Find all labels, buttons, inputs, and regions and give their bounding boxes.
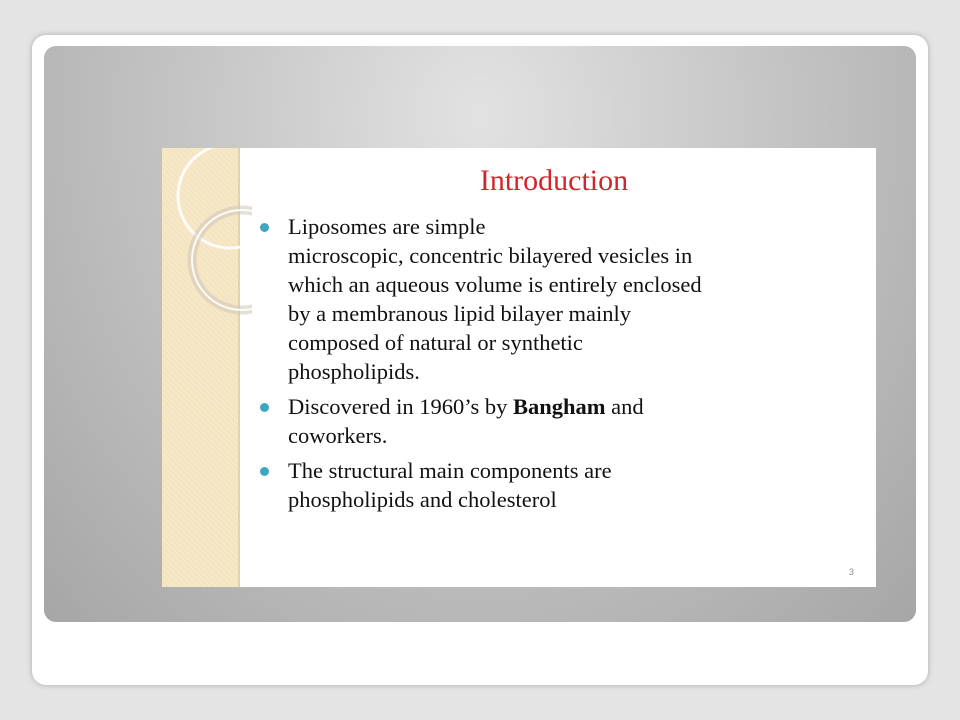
slide-title: Introduction [479,164,629,197]
bullet-text-segment: Discovered in 1960’s by [288,394,513,419]
bullet-list [258,212,858,520]
bullet-definition [258,212,858,386]
slide-content [162,148,876,587]
bullet-dot-icon [260,403,269,412]
bullet-text-line: coworkers. [288,423,388,448]
bullet-text-line: by a membranous lipid bilayer mainly [288,301,632,326]
discoverer-name: Bangham [512,394,606,419]
bullet-text-line: phospholipids and cholesterol [288,487,557,512]
bullet-text-line: composed of natural or synthetic [288,330,583,355]
decorative-rings-icon [162,148,252,348]
bullet-text-line: which an aqueous volume is entirely enclosed [288,272,702,297]
bullet-discovery [258,392,858,450]
bullet-text-segment: and [605,394,644,419]
bullet-text-line: phospholipids. [288,359,420,384]
bullet-text-line: Liposomes are simple [288,214,486,239]
bullet-text-line [288,392,858,421]
bullet-text-line: The structural main components are [288,458,612,483]
bullet-dot-icon [260,467,269,476]
page-number: 3 [848,567,854,577]
bullet-components [258,456,858,514]
bullet-dot-icon [260,223,269,232]
bullet-text-line: microscopic, concentric bilayered vesicles in [288,243,693,268]
